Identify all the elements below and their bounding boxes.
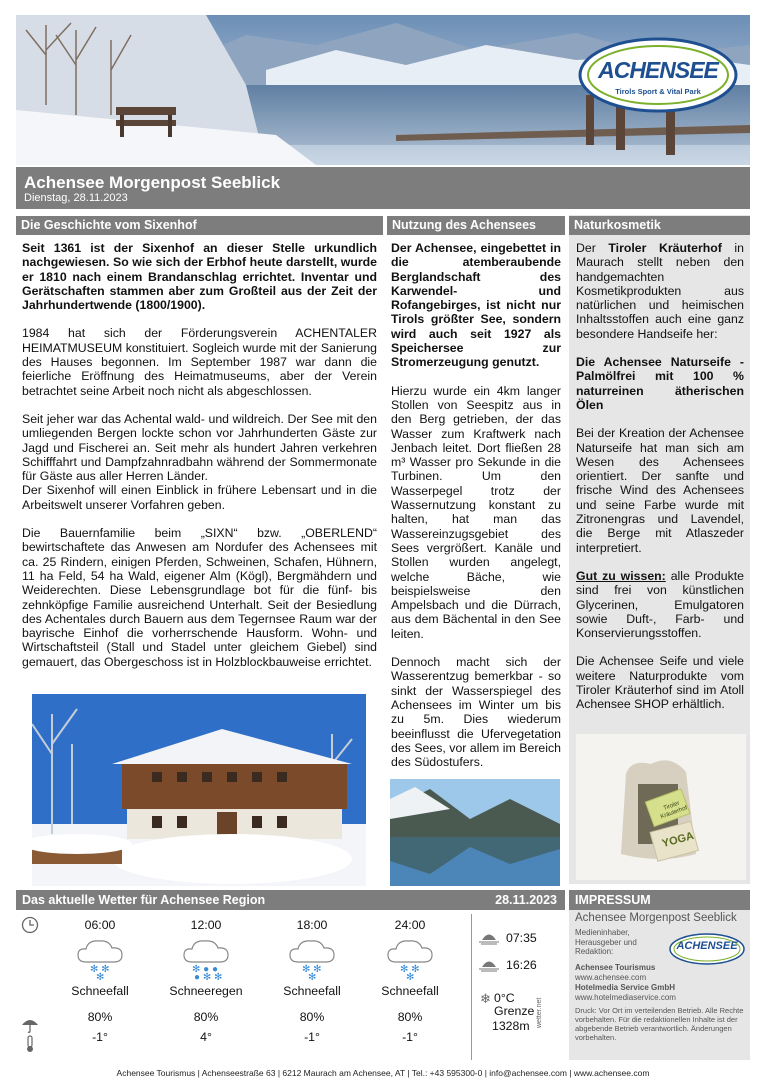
impressum-title: Achensee Morgenpost Seeblick [575,912,737,924]
temp-value: -1° [92,1030,108,1044]
impressum-url1[interactable]: www.achensee.com [575,973,647,982]
svg-text:✻: ✻ [96,972,105,980]
condition-label: Schneefall [71,984,129,998]
good-to-know-label: Gut zu wissen: [576,568,666,583]
paragraph: Seit jeher war das Achental wald- und wildreich. Der See mit den umliegenden Bergen lockte schon vor Jahrhunderten Gäste zur Jagd und Fischerei an. Seit mehr als hundert Jahren verkehren Schifffahrt und Dampfzahnradbahn während der Sommermonate für Gäste aus aller Herren Länder. [22,411,377,484]
lead-paragraph: Der Achensee, eingebettet in die atemberaubende Berglandschaft des Karwendel- und Rofangebirges, ist nicht nur Tirols größter See, sondern wird auch seit 1927 als Speichersee zur Stromerzeugung genutzt. [391,241,561,370]
clock-icon [21,916,39,939]
precip-value: 80% [87,1010,113,1024]
paragraph: Bei der Kreation der Achensee Naturseife hat man sich am Wesen des Achensees orientiert. Der sanfte und frische Wind des Achensees und seine Farbe wurde mit Zitronengras und Lavendel, die Berge mit Atlaszeder interpretiert. [576,426,744,555]
svg-text:✻ ✻: ✻ ✻ [90,964,110,975]
logo-tagline: Tirols Sport & Vital Park [615,87,701,96]
sunrise-icon [478,929,500,950]
header-photo [16,15,750,165]
sleet-cloud-icon [166,936,246,980]
snow-cloud-icon [60,936,140,980]
soap-tag-yoga: YOGA [660,830,696,850]
issue-date: Dienstag, 28.11.2023 [24,192,128,204]
logo [578,35,738,113]
impressum-org1: Achensee Tourismus [575,963,656,972]
impressum-url2[interactable]: www.hotelmediaservice.com [575,993,676,1002]
lake-photo [390,779,560,886]
weather-slot-1200 [166,918,246,1044]
svg-text:✻: ✻ [308,972,317,980]
snow-cloud-icon [370,936,450,980]
svg-text:✻ ✻: ✻ ✻ [302,964,322,975]
precip-value: 80% [299,1010,325,1024]
page-title: Achensee Morgenpost Seeblick [24,173,281,192]
weather-slots [60,918,460,1058]
sunset-icon [478,956,500,977]
temp-value: -1° [402,1030,418,1044]
brand-name: Tiroler Kräuterhof [608,241,722,255]
paragraph: Die Achensee Seife und viele weitere Naturprodukte vom Tiroler Kräuterhof sind im Atoll Achensee SHOP erhältlich. [576,654,744,712]
svg-text:✻ ✻: ✻ ✻ [400,964,420,975]
paragraph: Dennoch macht sich der Wasserentzug bemerkbar - so sinkt der Wasserspiegel des Achensees im Winter um bis zu 5m. Dies wiederum beeinflusst die Ufervegetation des Sees, vor allem im Bereich des Südostufers. [391,655,561,770]
soap-photo [576,734,746,880]
condition-label: Schneefall [381,984,439,998]
weather-date: 28.11.2023 [495,893,557,907]
footer-contact: Achensee Tourismus | Achenseestraße 63 | 6212 Maurach am Achensee, AT | Tel.: +43 595300-0 | info@achensee.com | www.achensee.com [116,1068,650,1078]
weather-slot-2400 [370,918,450,1044]
condition-label: Schneeregen [169,984,243,998]
impressum-logo [668,932,746,966]
title-bar [16,167,750,209]
impressum-heading: IMPRESSUM [569,890,750,910]
temp-value: -1° [304,1030,320,1044]
impressum-note: Druck: Vor Ort im verteilenden Betrieb. Alle Rechte vorbehalten. Für die redaktionellen Inhalte ist der abgebende Betrieb verantwortlich. Änderungen vorbehalten. [575,1006,744,1042]
weather-credit: wetter.net [536,997,543,1028]
precip-value: 80% [193,1010,219,1024]
section-heading-sixenhof: Die Geschichte vom Sixenhof [16,216,383,235]
frost-line-label: Grenze [494,1004,535,1018]
impressum-role: Medieninhaber, Herausgeber und Redaktion: [575,928,637,956]
weather-slot-1800 [272,918,352,1044]
precip-value: 80% [397,1010,423,1024]
snowflake-icon: ❄ [480,991,491,1006]
weather-heading-bar [16,890,565,910]
section-heading-nutzung: Nutzung des Achensees [387,216,565,235]
article-nutzung [391,241,561,783]
impressum-logo-wordmark: ACHENSEE [676,940,738,952]
article-naturkosmetik [576,241,744,726]
paragraph: Hierzu wurde ein 4km langer Stollen von Seespitz aus in den Berg getrieben, der das Wasser zum Kraftwerk nach Jenbach leitet. Dort fließen 28 m³ Wasser pro Sekunde in die Turbinen. Um den Wasserpegel trotz der Wassernutzung konstant zu halten, hat man das Wassereinzugsgebiet des Sees vergrößert. Kanäle und Stollen wurden angelegt, welche Bäche, wie beispielsweise den Ampelsbach und die Dürrach, aus dem Bächental in den See leiten. [391,383,561,641]
svg-text:✻ ● ●: ✻ ● ● [192,964,219,975]
svg-text:✻: ✻ [406,972,415,980]
temp-value: 4° [200,1030,212,1044]
sunrise-time: 07:35 [506,931,537,945]
thermometer-icon [24,1035,36,1058]
product-highlight: Die Achensee Naturseife - Palmölfrei mit 100 % naturreinen ätherischen Ölen [576,355,744,412]
sixenhof-photo [32,694,366,886]
paragraph: 1984 hat sich der Förderungsverein ACHENTALER HEIMATMUSEUM konstituiert. Sogleich wurde mit der Sanierung des Hauses begonnen. Im September 1987 war dann die feierliche Eröffnung des Heimatmuseums, aber der Verein betrachtet seine Arbeit noch nicht als abgeschlossen. [22,326,377,398]
impressum-org2: Hotelmedia Service GmbH [575,983,676,992]
weather-heading: Das aktuelle Wetter für Achensee Region [22,893,266,907]
lead-paragraph: Seit 1361 ist der Sixenhof an dieser Stelle urkundlich nachgewiesen. So wie sich der Erbhof heute darstellt, wurde er 1810 nach einem Brandanschlag errichtet. Inventar und Gerätschaften stammen aber zum Großteil aus der Zeit der Jahrhundertwende (1800/1900). [22,241,377,313]
sunset-time: 16:26 [506,958,537,972]
time-label: 12:00 [190,918,222,932]
frost-line-altitude: 1328m [492,1019,530,1033]
logo-wordmark: ACHENSEE [598,57,718,83]
snow-cloud-icon [272,936,352,980]
soap-tag-label: Tiroler Kräuterhof [659,800,689,821]
paragraph: Der Sixenhof will einen Einblick in frühere Lebensart und in die Arbeitswelt unserer Vorfahren geben. [22,483,377,512]
paragraph: Der Tiroler Kräuterhof in Maurach stellt neben den handgemachten Kosmetikprodukten aus natürlichen und heimischen Inhaltsstoffen auch eine ganz besondere Handseife her: [576,241,744,341]
paragraph: Die Bauernfamilie beim „SIXN“ bzw. „OBERLEND“ bewirtschaftete das Anwesen am Nordufer des Achensees mit ca. 25 Rindern, einigen Pferden, Schweinen, Schafen, Hühnern, 11 ha Feld, 54 ha Wald, eigener Alm (Kögl), Bergmähdern und Weiderechten. Diese Lebensgrundlage bot für die fünf- bis zehnköpfige Familie ausreichend Unterhalt. Seit der Besiedlung des Achentales durch Bauern aus dem Tegernsee Raum war der bayrische Einhof die vorherrschende Hausform. Wohn- und Wirtschaftsteil (Stall und Stadel unter gleichem Giebel) sind gemauert, das Obergeschoss ist in Holzblockbauweise errichtet. [22,526,377,669]
time-label: 06:00 [84,918,116,932]
svg-text:● ✻ ✻: ● ✻ ✻ [194,972,223,980]
time-label: 24:00 [394,918,426,932]
weather-slot-0600 [60,918,140,1044]
paragraph: Gut zu wissen: alle Produkte sind frei von künstlichen Glycerinen, Emulgatoren sowie Duft-, Farb- und Konservierungsstoffen. [576,568,744,641]
condition-label: Schneefall [283,984,341,998]
section-heading-naturkosmetik: Naturkosmetik [569,216,750,235]
time-label: 18:00 [296,918,328,932]
frost-line-value: 0°C [494,991,515,1005]
weather-divider [471,914,472,1060]
article-sixenhof [22,241,377,683]
